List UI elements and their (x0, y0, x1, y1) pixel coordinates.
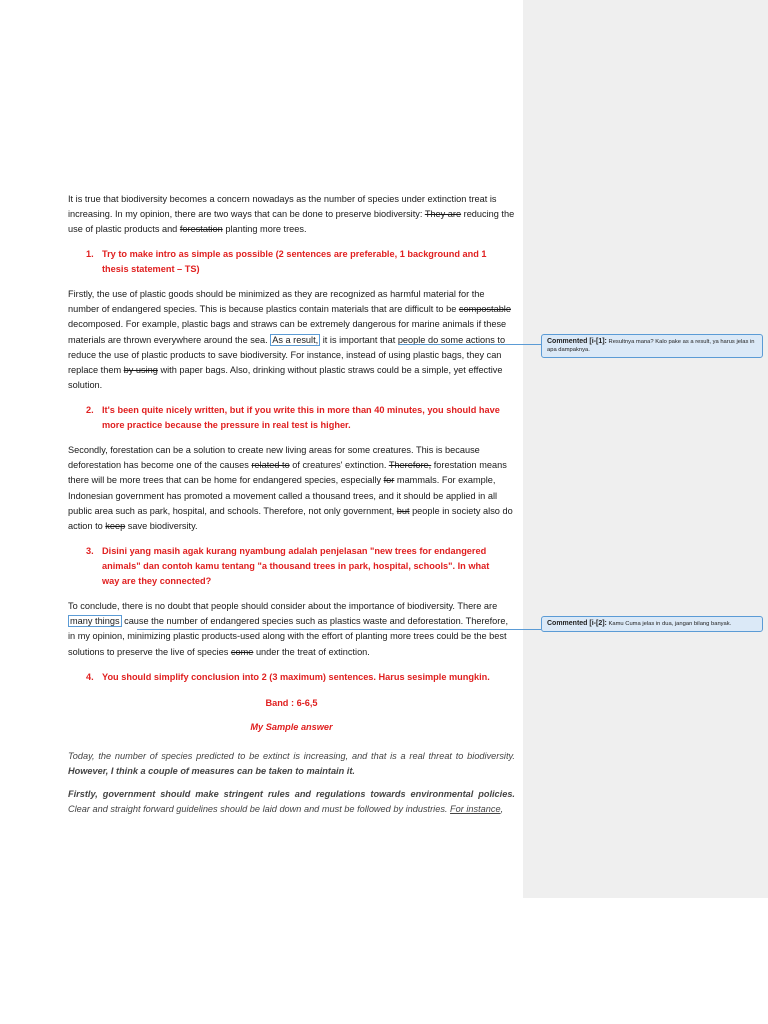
sample-text: Clear and straight forward guidelines should be laid down and must be followed by industries. (68, 804, 451, 815)
comment-text: Kamu Cuma jelas in dua, jangan bilang banyak. (608, 621, 732, 627)
intro-text: reducing the use of plastic products and (68, 209, 515, 235)
feedback-number: 3. (86, 546, 94, 556)
page-background (523, 898, 768, 1024)
deleted-text: but (396, 505, 410, 516)
deleted-text: Therefore, (388, 460, 432, 471)
comment-connector-2 (137, 629, 518, 630)
sample-text: Today, the number of species predicted to be extinct is increasing, and that is a real threat to biodiversity. (68, 751, 515, 761)
comment-connector-1 (398, 344, 518, 345)
body-text: under the treat of extinction. (253, 646, 370, 657)
deleted-text: related to (251, 460, 290, 471)
sample-paragraph-1 (68, 749, 515, 779)
commented-text-1[interactable]: As a result, (272, 334, 319, 345)
body-paragraph-1 (68, 287, 515, 393)
feedback-text: It's been quite nicely written, but if you write this in more than 40 minutes, you should have more practice because the pressure in real test is higher. (102, 405, 500, 431)
intro-text: planting more trees. (222, 224, 307, 235)
comment-text: Resultnya mana? Kalo pake as a result, ya harus jelas in apa dampaknya. (547, 339, 755, 353)
comment-2[interactable] (541, 616, 763, 632)
sample-heading: My Sample answer (250, 722, 333, 732)
comment-author: Commented [i-[2]: (547, 620, 607, 627)
sample-paragraph-2 (68, 787, 515, 817)
feedback-number: 1. (86, 249, 94, 259)
body-text: Secondly, forestation can be a solution to create new living areas for some creatures. This is because deforestation has become one of the causes (68, 445, 480, 471)
body-text: decomposed. For example, plastic bags and straws can be extremely dangerous for marine animals if these materials are thrown everywhere around the sea. (68, 319, 507, 345)
sample-text-bold: However, I think a couple of measures can be taken to maintain it. (68, 766, 355, 777)
comment-connector-2b (518, 629, 541, 630)
intro-paragraph (68, 192, 515, 238)
body-text: people in society also do action to (68, 505, 513, 532)
feedback-text: You should simplify conclusion into 2 (3 maximum) sentences. Harus sesimple mungkin. (102, 672, 490, 682)
comment-margin-pane (523, 0, 768, 898)
body-text: of creatures' extinction. (289, 460, 389, 471)
comment-connector-1b (518, 344, 541, 345)
sample-text-bold: Firstly, (68, 789, 98, 799)
comment-1[interactable] (541, 334, 763, 358)
deleted-text: keep (105, 521, 126, 532)
intro-text: It is true that biodiversity becomes a concern nowadays as the number of species under extinction treat is increasing. In my opinion, there are two ways that can be done to preserve biodiversity: (68, 194, 497, 220)
sample-text-underlined: For instance (450, 804, 501, 815)
band-score: Band : 6-6,5 (265, 698, 318, 708)
body-text: mammals. For example, Indonesian government has promoted a movement called a thousand trees, and it should be applied in all public area such as park, hospital, and schools. Therefore, not only government, (68, 475, 498, 516)
deleted-text: They are (424, 209, 462, 220)
feedback-number: 4. (86, 672, 94, 682)
body-text: with paper bags. Also, drinking without plastic straws could be a simple, yet effective solution. (68, 365, 503, 391)
comment-author: Commented [i-[1]: (547, 338, 607, 345)
feedback-text: Try to make intro as simple as possible (2 sentences are preferable, 1 background and 1 thesis statement – TS) (102, 249, 487, 275)
deleted-text: come (230, 646, 254, 657)
deleted-text: by using (123, 365, 158, 376)
body-text: To conclude, there is no doubt that people should consider about the importance of biodiversity. There are (68, 601, 498, 611)
body-text: save biodiversity. (125, 521, 198, 532)
commented-text-2[interactable]: many things (70, 616, 120, 627)
body-text: cause the number of endangered species such as plastics waste and deforestation. Therefore, in my opinion, minimizing plastic products-used along with the effort of planting more trees could be the best solutions to preserve the live of species (68, 616, 508, 657)
feedback-number: 2. (86, 405, 94, 415)
feedback-text: Disini yang masih agak kurang nyambung adalah penjelasan "new trees for endangered animals" dan contoh kamu tentang "a thousand trees in park, hospital, schools". In what way are they connected? (102, 546, 490, 587)
body-paragraph-2 (68, 443, 515, 534)
deleted-text: compostable (458, 304, 511, 315)
sample-text-bold: government should make stringent rules and regulations towards environmental policies. (97, 789, 515, 799)
sample-text: , (500, 804, 504, 815)
body-text: it is important that people do some actions to reduce the use of plastic products to save biodiversity. For instance, instead of using plastic bags, they can replace them (68, 334, 506, 376)
body-text: forestation means there will be more trees that can be home for endangered species, especially (68, 460, 507, 486)
deleted-text: forestation (179, 224, 223, 235)
deleted-text: for (383, 475, 395, 486)
body-text: Firstly, the use of plastic goods should be minimized as they are recognized as harmful material for the number of endangered species. This is because plastics contain materials that are difficult to be (68, 289, 485, 315)
